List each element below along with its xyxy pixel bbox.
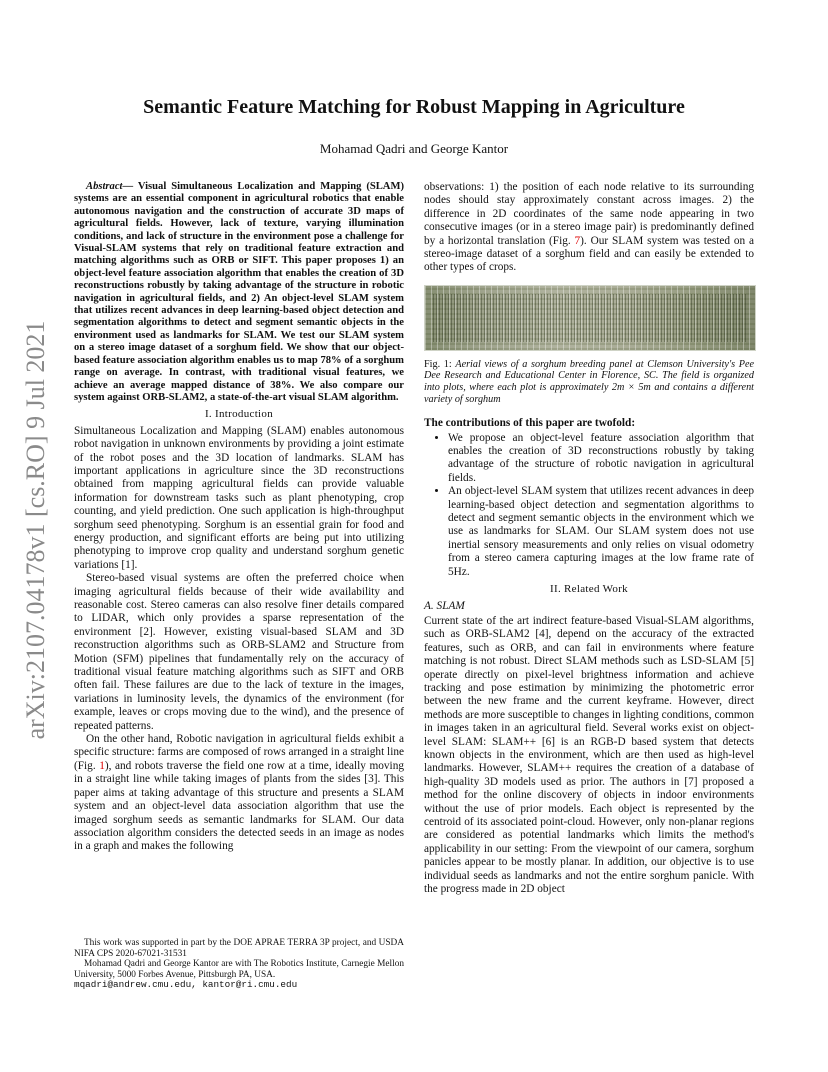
section-heading-introduction: I. Introduction (204, 408, 274, 421)
figure-ref-link[interactable]: 7 (574, 234, 581, 247)
abstract-label: Abstract (86, 181, 123, 192)
observations-paragraph (424, 181, 754, 275)
arxiv-identifier (18, 280, 54, 780)
section-heading-related-work: II. Related Work (550, 583, 628, 596)
intro-p3-text-a: On the other hand, Robotic navigation in agricultural fields exhibit a specific structure: farms are composed of rows arranged in a straight line (Fig. (74, 733, 404, 772)
intro-p3-text-b: ), and robots traverse the field one row at a time, ideally moving in a straight line while taking images of plants from the sides [3]. This paper aims at taking advantage of this structure and presents a SLAM system and an object-level data association algorithm that use the imaged sorghum seeds as semantic landmarks for SLAM. Our data association algorithm considers the detected seeds in an image as nodes in a graph and makes the following (74, 759, 404, 853)
subsection-heading-slam: A. SLAM (424, 599, 465, 612)
left-column (74, 181, 404, 854)
abstract (74, 181, 404, 404)
intro-paragraph-1: Simultaneous Localization and Mapping (SLAM) enables autonomous robot navigation in unknown environments by providing a joint estimate of the robot poses and the 3D location of landmarks. SLAM has important applications in agriculture since the 3D reconstructions obtained from mapping agricultural fields can provide valuable information for downstream tasks such as plant phenotyping, crop counting, and yield prediction. One such application is high-throughput sorghum seed phenotyping. Sorghum is an essential grain for food and energy production, and significant efforts are being put into utilizing phenotyping to improve crop quality and understand sorghum genetic variations [1]. (74, 424, 404, 571)
paper-title: Semantic Feature Matching for Robust Mapping in Agriculture (143, 96, 685, 118)
slam-paragraph: Current state of the art indirect feature-based Visual-SLAM algorithms, such as ORB-SLAM2 [4], depend on the accuracy of the extracted features, such as ORB, and can fail in environments where feature matching is not robust. Direct SLAM methods such as LSD-SLAM [5] operate directly on pixel-level brightness information and achieve tracking and pose estimation by minimizing the photometric error between the new frame and the current keyframe. However, direct methods are more susceptible to changes in lighting conditions, common in images taken in an agricultural field. Several works exist on object-level SLAM: SLAM++ [6] is an RGB-D based system that detects known objects in the environment, which are then used as high-level landmarks. However, SLAM++ requires the creation of a database of high-quality 3D models used as prior. The authors in [7] proposed a method for the online discovery of objects in indoor environments without the use of prior models. Each object is represented by the centroid of its associated point-cloud. However, only non-planar regions are considered as potential landmarks which limits the method's applicability in our setting: From the viewpoint of our camera, sorghum panicles appear to be mostly planar. In addition, our objective is to use individual seeds as landmarks and not the entire sorghum panicle. With the progress made in 2D object (424, 614, 754, 896)
aerial-field-figure (424, 285, 756, 351)
paper-authors: Mohamad Qadri and George Kantor (319, 141, 509, 156)
footnote-affiliation: Mohamad Qadri and George Kantor are with The Robotics Institute, Carnegie Mellon University, 5000 Forbes Avenue, Pittsburgh PA, USA. (74, 959, 404, 980)
contributions-list (424, 432, 754, 579)
intro-paragraph-2: Stereo-based visual systems are often the preferred choice when imaging agricultural fields because of their wide availability and reasonable cost. Stereo cameras can also resolve finer details compared to LIDAR, which only provides a sparse representation of the environment [2]. However, existing visual-based SLAM and 3D reconstruction algorithms such as ORB-SLAM2 and Structure from Motion (SFM) pipelines that fundamentally rely on the accuracy of traditional visual feature matching algorithms such as SIFT and ORB often fail. These failures are due to the lack of texture in the images, variations in luminosity levels, the dynamics of the environment (for example, leaves or crops moving due to the wind), and the presence of repeated patterns. (74, 572, 404, 732)
footnote-emails[interactable]: mqadri@andrew.cmu.edu, kantor@ri.cmu.edu (74, 979, 298, 991)
right-column (424, 181, 754, 896)
contributions-heading: The contributions of this paper are twofold: (424, 417, 636, 430)
list-item: • An object-level SLAM system that utilizes recent advances in deep learning-based object detection and segmentation algorithms to detect and segment semantic objects in the environment which we use as landmarks for SLAM. Our SLAM system does not use inertial sensory measurements and only relies on visual odometry from a stereo camera capturing images at the low frame rate of 5Hz. (448, 485, 754, 579)
arxiv-id-text: arXiv:2107.04178v1 [cs.RO] 9 Jul 2021 (21, 320, 50, 740)
figure-caption-label: Fig. 1: (424, 358, 452, 370)
list-item: • We propose an object-level feature association algorithm that enables the creation of 3D reconstructions robustly by taking advantage of the structure of robotic navigation in agricultural fields. (448, 432, 754, 486)
obs-text-b: ). Our SLAM system was tested on a stereo-image dataset of a sorghum field and can easily be extended to other types of crops. (424, 234, 755, 274)
figure-ref-link[interactable]: 1 (99, 759, 105, 772)
abstract-text: — Visual Simultaneous Localization and Mapping (SLAM) systems are an essential component in agricultural robotics that enable autonomous navigation and the construction of accurate 3D maps of agricultural fields. However, lack of texture, varying illumination conditions, and lack of structure in the environment pose a challenge for Visual-SLAM systems that rely on traditional feature extraction and matching algorithms such as ORB or SIFT. This paper proposes 1) an object-level feature association algorithm that enables the creation of 3D reconstructions robustly by taking advantage of the structure in robotic navigation in agricultural fields, and 2) An object-level SLAM system that utilizes recent advances in deep learning-based object detection and segmentation algorithms to detect and segment semantic objects in the environment used as landmarks for SLAM. We test our SLAM system on a stereo image dataset of a sorghum field. We show that our object-based feature association algorithm enables us to map 78% of a sorghum range on average. In contrast, with traditional visual features, we achieve an average mapped distance of 38%. We also compare our system against ORB-SLAM2, a state-of-the-art visual SLAM algorithm. (74, 181, 404, 403)
obs-text-a: observations: 1) the position of each node relative to its surrounding nodes should stay approximately constant across images. 2) the difference in 2D coordinates of the same node appearing in two consecutive images (or in a stereo image pair) is predominantly defined by a horizontal translation (Fig. (424, 181, 754, 247)
figure-caption (424, 359, 754, 405)
footnote (74, 938, 404, 991)
intro-paragraph-3 (74, 733, 404, 854)
footnote-funding: This work was supported in part by the DOE APRAE TERRA 3P project, and USDA NIFA CPS 2020-67021-31531 (74, 938, 404, 959)
figure-caption-text: Aerial views of a sorghum breeding panel at Clemson University's Pee Dee Research and Educational Center in Florence, SC. The field is organized into plots, where each plot is approximately 2m × 5m and contains a different variety of sorghum (424, 358, 755, 405)
field-plots-image (433, 294, 747, 342)
